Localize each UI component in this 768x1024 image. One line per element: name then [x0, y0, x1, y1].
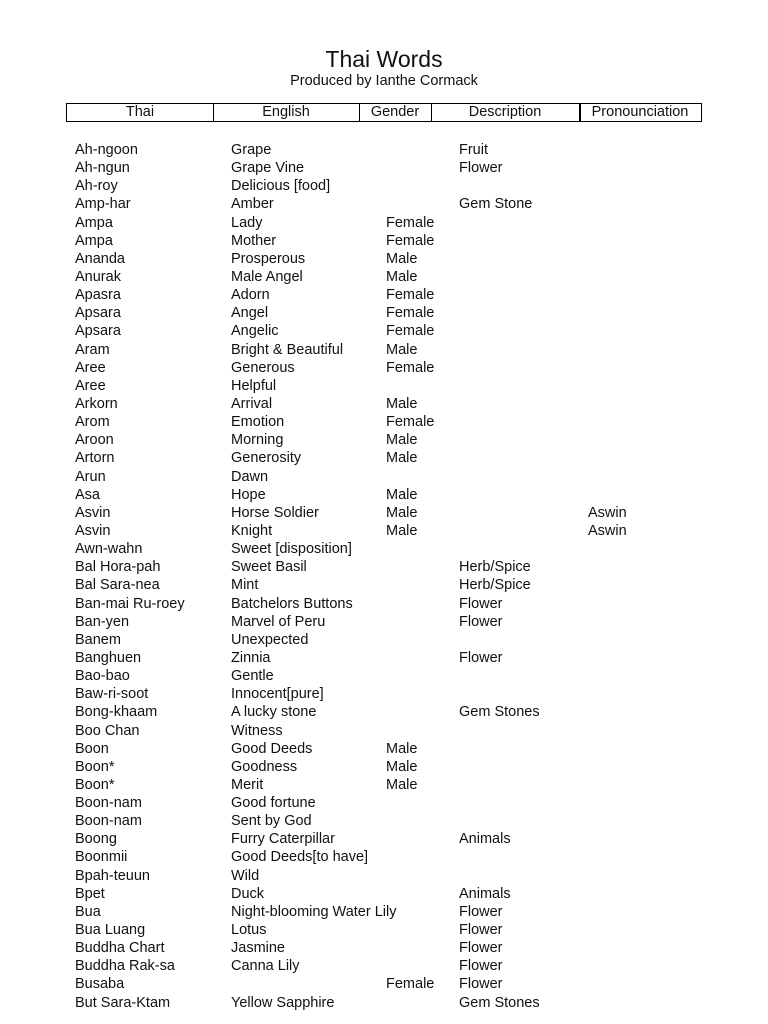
cell-english: Marvel of Peru [231, 613, 326, 630]
cell-gender: Female [386, 305, 435, 322]
cell-thai: Awn-wahn [75, 541, 143, 558]
cell-description: Flower [459, 595, 503, 612]
cell-english: A lucky stone [231, 704, 317, 721]
table-row [0, 885, 768, 903]
header-gender: Gender [359, 104, 432, 121]
table-row [0, 667, 768, 685]
cell-thai: Boonmii [75, 849, 128, 866]
table-row [0, 649, 768, 667]
cell-english: Good Deeds[to have] [231, 849, 369, 866]
cell-description: Fruit [459, 142, 488, 158]
table-row [0, 504, 768, 522]
cell-english: Male Angel [231, 268, 303, 285]
cell-english: Amber [231, 196, 274, 213]
table-row [0, 286, 768, 304]
cell-thai: Boon-nam [75, 813, 142, 830]
cell-gender: Male [386, 268, 418, 285]
table-row [0, 703, 768, 721]
cell-thai: Arom [75, 414, 110, 431]
cell-gender: Female [386, 287, 435, 304]
table-row [0, 848, 768, 866]
cell-english: Yellow Sapphire [231, 994, 335, 1011]
cell-gender: Female [386, 976, 435, 993]
cell-english: Mint [231, 577, 259, 594]
table-row [0, 939, 768, 957]
cell-thai: Bong-khaam [75, 704, 158, 721]
cell-english: Unexpected [231, 631, 309, 648]
cell-thai: Boon-nam [75, 795, 142, 812]
cell-english: Batchelors Buttons [231, 595, 353, 612]
table-row [0, 576, 768, 594]
cell-gender: Male [386, 758, 418, 775]
cell-description: Gem Stones [459, 704, 540, 721]
cell-english: Emotion [231, 414, 285, 431]
table-row [0, 957, 768, 975]
cell-english: Furry Caterpillar [231, 831, 335, 848]
table-row [0, 722, 768, 740]
table-row [0, 631, 768, 649]
header-pronunciation: Pronounciation [591, 104, 689, 120]
table-row [0, 413, 768, 431]
cell-thai: Apasra [75, 287, 121, 304]
document-subtitle: Produced by Ianthe Cormack [290, 73, 478, 89]
header-thai: Thai [67, 104, 214, 121]
table-row [0, 159, 768, 177]
cell-english: Good Deeds [231, 740, 313, 757]
cell-gender: Male [386, 395, 418, 412]
cell-thai: Amp-har [75, 196, 131, 213]
table-row [0, 232, 768, 250]
cell-english: Gentle [231, 668, 274, 685]
table-row [0, 867, 768, 885]
table-row [0, 830, 768, 848]
cell-thai: Asa [75, 486, 100, 503]
cell-english: Horse Soldier [231, 504, 319, 521]
cell-thai: Banem [75, 631, 121, 648]
table-row [0, 613, 768, 631]
cell-thai: Aree [75, 359, 106, 376]
document-title: Thai Words [325, 46, 443, 72]
cell-description: Flower [459, 940, 503, 957]
cell-thai: Ah-ngoon [75, 142, 138, 158]
cell-thai: Ban-mai Ru-roey [75, 595, 185, 612]
cell-thai: Baw-ri-soot [75, 686, 149, 703]
table-row [0, 812, 768, 830]
cell-description: Flower [459, 613, 503, 630]
cell-gender: Male [386, 504, 418, 521]
cell-thai: Bua [75, 903, 101, 920]
table-row [0, 377, 768, 395]
cell-thai: Ampa [75, 232, 113, 249]
cell-english: Knight [231, 522, 273, 539]
cell-thai: Aroon [75, 432, 114, 449]
table-row [0, 195, 768, 213]
cell-thai: Boong [75, 831, 117, 848]
cell-thai: Aram [75, 341, 110, 358]
cell-thai: Asvin [75, 522, 111, 539]
table-row [0, 903, 768, 921]
cell-description: Flower [459, 160, 503, 177]
cell-english: Generous [231, 359, 295, 376]
cell-thai: Bao-bao [75, 668, 130, 685]
table-row [0, 758, 768, 776]
cell-english: Duck [231, 885, 265, 902]
cell-description: Flower [459, 922, 503, 939]
cell-english: Lotus [231, 922, 267, 939]
cell-thai: Ananda [75, 250, 125, 267]
cell-thai: Bpah-teuun [75, 867, 150, 884]
cell-thai: Anurak [75, 268, 121, 285]
cell-thai: Busaba [75, 976, 125, 993]
cell-thai: Banghuen [75, 649, 142, 666]
cell-thai: Aree [75, 377, 106, 394]
table-row [0, 322, 768, 340]
table-row [0, 921, 768, 939]
cell-english: Jasmine [231, 940, 285, 957]
cell-english: Generosity [231, 450, 302, 467]
table-row [0, 540, 768, 558]
cell-thai: Bal Hora-pah [75, 559, 161, 576]
cell-thai: Ampa [75, 214, 113, 231]
cell-description: Flower [459, 958, 503, 975]
cell-thai: Arun [75, 468, 106, 485]
cell-english: Innocent[pure] [231, 686, 324, 703]
cell-english: Grape [231, 142, 272, 158]
cell-thai: Bpet [75, 885, 105, 902]
cell-thai: Ah-roy [75, 178, 118, 195]
cell-description: Gem Stones [459, 994, 540, 1011]
cell-description: Flower [459, 976, 503, 993]
cell-gender: Female [386, 359, 435, 376]
cell-gender: Male [386, 776, 418, 793]
table-row [0, 214, 768, 232]
cell-english: Zinnia [231, 649, 271, 666]
cell-english: Sent by God [231, 813, 312, 830]
cell-thai: Apsara [75, 305, 121, 322]
cell-gender: Male [386, 450, 418, 467]
cell-description: Herb/Spice [459, 577, 531, 594]
cell-english: Lady [231, 214, 263, 231]
cell-gender: Male [386, 740, 418, 757]
cell-thai: Ban-yen [75, 613, 130, 630]
table-row [0, 449, 768, 467]
cell-thai: Arkorn [75, 395, 118, 412]
cell-english: Good fortune [231, 795, 316, 812]
cell-pronunciation: Aswin [588, 522, 627, 539]
table-row [0, 177, 768, 195]
cell-description: Animals [459, 885, 511, 902]
cell-english: Mother [231, 232, 277, 249]
cell-thai: Buddha Rak-sa [75, 958, 175, 975]
cell-description: Animals [459, 831, 511, 848]
cell-description: Flower [459, 903, 503, 920]
table-row [0, 141, 768, 159]
table-row [0, 685, 768, 703]
cell-thai: Boo Chan [75, 722, 140, 739]
cell-english: Sweet [disposition] [231, 541, 352, 558]
cell-thai: Ah-ngun [75, 160, 130, 177]
cell-english: Hope [231, 486, 266, 503]
cell-thai: Boon* [75, 758, 115, 775]
cell-gender: Female [386, 323, 435, 340]
cell-english: Grape Vine [231, 160, 305, 177]
cell-gender: Male [386, 341, 418, 358]
cell-gender: Male [386, 432, 418, 449]
cell-gender: Female [386, 232, 435, 249]
cell-english: Delicious [food] [231, 178, 331, 195]
cell-thai: Asvin [75, 504, 111, 521]
cell-gender: Female [386, 214, 435, 231]
table-row [0, 595, 768, 613]
table-row [0, 776, 768, 794]
table-row [0, 794, 768, 812]
cell-pronunciation: Aswin [588, 504, 627, 521]
cell-description: Herb/Spice [459, 559, 531, 576]
cell-english: Morning [231, 432, 284, 449]
cell-thai: Artorn [75, 450, 115, 467]
table-row [0, 486, 768, 504]
cell-english: Angelic [231, 323, 279, 340]
cell-english: Goodness [231, 758, 298, 775]
table-row [0, 994, 768, 1012]
table-row [0, 975, 768, 993]
header-english: English [213, 104, 360, 121]
cell-thai: But Sara-Ktam [75, 994, 171, 1011]
table-row [0, 558, 768, 576]
cell-english: Night-blooming Water Lily [231, 903, 397, 920]
cell-gender: Male [386, 522, 418, 539]
table-header [66, 103, 702, 122]
table-row [0, 268, 768, 286]
cell-english: Prosperous [231, 250, 306, 267]
table-row [0, 304, 768, 322]
cell-english: Witness [231, 722, 283, 739]
table-row [0, 250, 768, 268]
cell-english: Helpful [231, 377, 277, 394]
cell-thai: Boon* [75, 776, 115, 793]
cell-gender: Male [386, 486, 418, 503]
table-row [0, 395, 768, 413]
table-row [0, 468, 768, 486]
cell-english: Merit [231, 776, 264, 793]
table-row [0, 341, 768, 359]
table-row [0, 359, 768, 377]
cell-gender: Male [386, 250, 418, 267]
header-description: Description [468, 104, 542, 120]
table-body [0, 141, 768, 1012]
cell-thai: Bua Luang [75, 922, 146, 939]
table-row [0, 431, 768, 449]
cell-thai: Apsara [75, 323, 121, 340]
cell-description: Flower [459, 649, 503, 666]
table-row [0, 522, 768, 540]
cell-description: Gem Stone [459, 196, 533, 213]
cell-thai: Boon [75, 740, 109, 757]
cell-english: Angel [231, 305, 269, 322]
cell-english: Sweet Basil [231, 559, 307, 576]
cell-gender: Female [386, 414, 435, 431]
cell-english: Wild [231, 867, 260, 884]
cell-english: Canna Lily [231, 958, 300, 975]
cell-thai: Bal Sara-nea [75, 577, 160, 594]
cell-thai: Buddha Chart [75, 940, 165, 957]
table-row [0, 740, 768, 758]
cell-english: Dawn [231, 468, 269, 485]
cell-english: Bright & Beautiful [231, 341, 344, 358]
cell-english: Arrival [231, 395, 273, 412]
cell-english: Adorn [231, 287, 270, 304]
